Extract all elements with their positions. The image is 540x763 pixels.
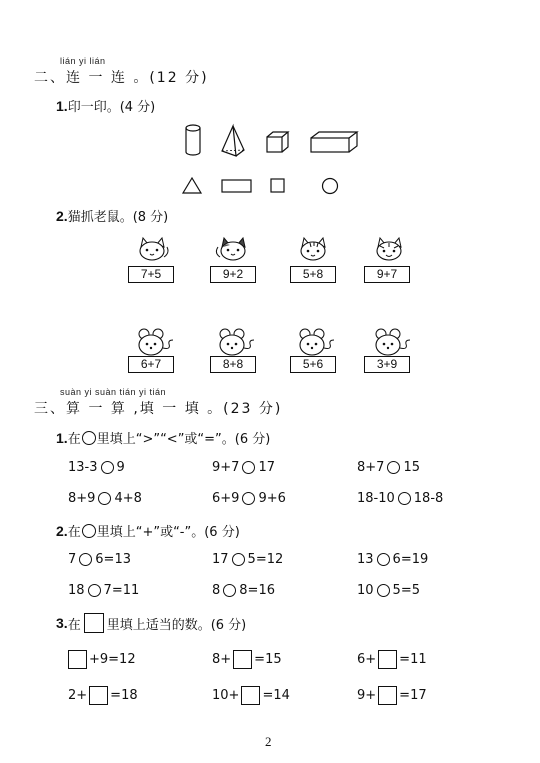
mouse-label: 8+8 bbox=[210, 356, 256, 373]
answer-circle[interactable] bbox=[79, 553, 92, 566]
compare-item bbox=[212, 491, 286, 506]
expr-right: =14 bbox=[262, 688, 290, 703]
question-number: 2. bbox=[56, 208, 68, 224]
expr-right: =11 bbox=[399, 652, 427, 667]
expr-left: 13-3 bbox=[68, 460, 98, 475]
operator-item bbox=[212, 583, 275, 598]
section3-pinyin: suàn yi suàn tián yi tián bbox=[60, 387, 167, 397]
expr-left: 6+9 bbox=[212, 491, 240, 506]
expr-right: 18-8 bbox=[413, 491, 444, 506]
expr-right: 7=11 bbox=[103, 583, 140, 598]
section2-title: 二、连 一 连 。(12 分) bbox=[34, 70, 209, 86]
answer-box[interactable] bbox=[68, 650, 87, 669]
square-icon bbox=[84, 613, 104, 633]
expr-right: 17 bbox=[258, 460, 275, 475]
answer-circle[interactable] bbox=[377, 584, 390, 597]
section2-pinyin: lián yi lián bbox=[60, 56, 106, 66]
cube-icon[interactable] bbox=[265, 130, 291, 154]
expr-left: 10+ bbox=[212, 688, 240, 703]
blank-item bbox=[68, 650, 136, 669]
operator-item bbox=[68, 583, 139, 598]
blank-item bbox=[357, 686, 427, 705]
question-number: 1. bbox=[56, 429, 68, 446]
section3-title: 三、算 一 算 ,填 一 填 。(23 分) bbox=[34, 401, 283, 417]
blank-item bbox=[212, 686, 290, 705]
question-text: 里填上适当的数。(6 分) bbox=[106, 617, 247, 633]
cuboid-icon[interactable] bbox=[309, 130, 359, 154]
mouse-label: 3+9 bbox=[364, 356, 410, 373]
compare-item bbox=[68, 491, 142, 506]
answer-circle[interactable] bbox=[242, 492, 255, 505]
answer-circle[interactable] bbox=[98, 492, 111, 505]
answer-circle[interactable] bbox=[242, 461, 255, 474]
expr-right: 9+6 bbox=[258, 491, 286, 506]
question-text: 印一印。(4 分) bbox=[67, 100, 156, 115]
answer-circle[interactable] bbox=[377, 553, 390, 566]
rectangle-icon[interactable] bbox=[221, 179, 253, 193]
question-number: 2. bbox=[56, 522, 68, 539]
expr-left: 8+7 bbox=[357, 460, 385, 475]
circle-icon[interactable] bbox=[321, 177, 339, 195]
answer-circle[interactable] bbox=[223, 584, 236, 597]
expr-right: =18 bbox=[110, 688, 138, 703]
cat-label: 5+8 bbox=[290, 266, 336, 283]
cat-label: 9+2 bbox=[210, 266, 256, 283]
question-text-prefix: 在 bbox=[67, 525, 81, 540]
compare-item bbox=[68, 460, 125, 475]
answer-circle[interactable] bbox=[101, 461, 114, 474]
expr-right: 15 bbox=[403, 460, 420, 475]
circle-icon bbox=[82, 431, 96, 445]
cat-icon bbox=[216, 237, 252, 267]
operator-item bbox=[357, 552, 428, 567]
answer-box[interactable] bbox=[378, 650, 397, 669]
cat-icon bbox=[135, 237, 171, 267]
answer-box[interactable] bbox=[89, 686, 108, 705]
pyramid-icon[interactable] bbox=[220, 124, 246, 158]
triangle-icon[interactable] bbox=[182, 177, 202, 195]
expr-right: +9=12 bbox=[89, 652, 136, 667]
expr-left: 8 bbox=[212, 583, 221, 598]
question-text: 里填上“+”或“-”。(6 分) bbox=[96, 525, 240, 540]
cylinder-icon[interactable] bbox=[183, 124, 203, 158]
square-icon[interactable] bbox=[270, 178, 286, 194]
expr-right: 6=13 bbox=[95, 552, 131, 567]
mouse-icon bbox=[208, 326, 258, 358]
operator-item bbox=[212, 552, 283, 567]
expr-left: 13 bbox=[357, 552, 374, 567]
answer-box[interactable] bbox=[378, 686, 397, 705]
expr-left: 6+ bbox=[357, 652, 377, 667]
expr-left: 9+7 bbox=[212, 460, 240, 475]
question-text-prefix: 在 bbox=[67, 617, 81, 633]
blank-item bbox=[357, 650, 427, 669]
compare-item bbox=[357, 460, 420, 475]
expr-left: 18-10 bbox=[357, 491, 395, 506]
expr-right: =17 bbox=[399, 688, 427, 703]
expr-left: 8+9 bbox=[68, 491, 96, 506]
operator-item bbox=[357, 583, 420, 598]
question-number: 1. bbox=[56, 98, 68, 114]
cat-label: 7+5 bbox=[128, 266, 174, 283]
question-3-2 bbox=[56, 521, 240, 540]
mouse-label: 5+6 bbox=[290, 356, 336, 373]
question-text: 猫抓老鼠。(8 分) bbox=[67, 210, 169, 225]
mouse-icon bbox=[288, 326, 338, 358]
expr-left: 2+ bbox=[68, 688, 88, 703]
expr-right: 6=19 bbox=[392, 552, 429, 567]
mouse-icon bbox=[364, 326, 414, 358]
question-3-1 bbox=[56, 428, 270, 447]
question-3-3 bbox=[56, 613, 246, 633]
answer-box[interactable] bbox=[241, 686, 260, 705]
expr-right: =15 bbox=[254, 652, 282, 667]
answer-box[interactable] bbox=[233, 650, 252, 669]
question-number: 3. bbox=[56, 615, 68, 631]
answer-circle[interactable] bbox=[398, 492, 411, 505]
expr-left: 7 bbox=[68, 552, 77, 567]
operator-item bbox=[68, 552, 131, 567]
expr-right: 8=16 bbox=[239, 583, 275, 598]
page-number: 2 bbox=[265, 734, 272, 749]
answer-circle[interactable] bbox=[387, 461, 400, 474]
circle-icon bbox=[82, 524, 96, 538]
expr-right: 9 bbox=[116, 460, 125, 475]
expr-left: 10 bbox=[357, 583, 374, 598]
expr-right: 5=12 bbox=[247, 552, 284, 567]
cat-icon bbox=[372, 237, 408, 267]
expr-left: 8+ bbox=[212, 652, 232, 667]
answer-circle[interactable] bbox=[88, 584, 101, 597]
blank-item bbox=[68, 686, 138, 705]
question-text: 里填上“>”“<”或“=”。(6 分) bbox=[96, 432, 271, 447]
compare-item bbox=[357, 491, 443, 506]
expr-left: 17 bbox=[212, 552, 229, 567]
compare-item bbox=[212, 460, 275, 475]
expr-right: 4+8 bbox=[114, 491, 142, 506]
expr-right: 5=5 bbox=[392, 583, 420, 598]
mouse-icon bbox=[127, 326, 177, 358]
blank-item bbox=[212, 650, 282, 669]
expr-left: 9+ bbox=[357, 688, 377, 703]
question-2-2 bbox=[56, 206, 168, 225]
expr-left: 18 bbox=[68, 583, 85, 598]
cat-label: 9+7 bbox=[364, 266, 410, 283]
question-2-1 bbox=[56, 96, 155, 115]
mouse-label: 6+7 bbox=[128, 356, 174, 373]
cat-icon bbox=[296, 237, 332, 267]
question-text-prefix: 在 bbox=[67, 432, 81, 447]
answer-circle[interactable] bbox=[232, 553, 245, 566]
